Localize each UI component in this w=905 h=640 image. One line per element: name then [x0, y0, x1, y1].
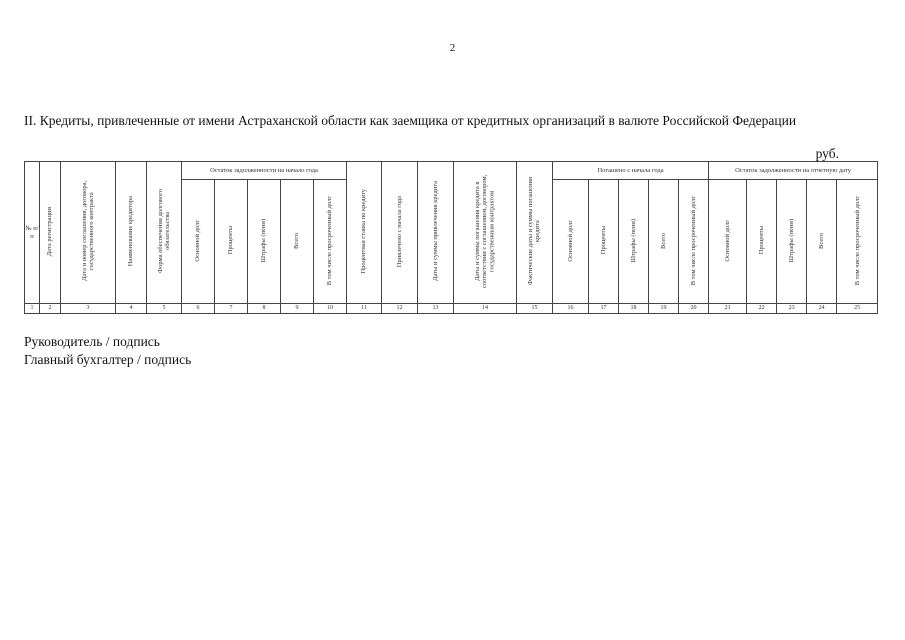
column-number: 20: [679, 304, 709, 314]
header-cell: Привлечено с начала года: [382, 162, 418, 304]
subheader-cell: Проценты: [215, 180, 248, 304]
subheader-cell: Проценты: [589, 180, 619, 304]
page-number: 2: [449, 42, 456, 54]
header-cell: Даты и суммы погашения кредита в соответствии с соглашением, договором, государственным контрактом: [454, 162, 517, 304]
column-number: 9: [281, 304, 314, 314]
header-cell: Даты и суммы привлечения кредита: [418, 162, 454, 304]
header-cell: Дата и номер соглашения, договора, государственного контракта: [61, 162, 116, 304]
header-cell: Дата регистрации: [40, 162, 61, 304]
column-number: 18: [619, 304, 649, 314]
column-number: 13: [418, 304, 454, 314]
column-number: 1: [25, 304, 40, 314]
subheader-cell: Всего: [807, 180, 837, 304]
header-cell: Форма обеспечения долгового обязательства: [147, 162, 182, 304]
column-number: 8: [248, 304, 281, 314]
column-number: 19: [649, 304, 679, 314]
column-number-row: [25, 304, 878, 314]
column-number: 4: [116, 304, 147, 314]
column-number: 12: [382, 304, 418, 314]
subheader-cell: Основной долг: [182, 180, 215, 304]
subheader-cell: Проценты: [747, 180, 777, 304]
accountant-signature-line: Главный бухгалтер / подпись: [24, 352, 192, 367]
subheader-cell: Штрафы (пени): [777, 180, 807, 304]
head-signature-line: Руководитель / подпись: [24, 334, 160, 349]
column-number: 5: [147, 304, 182, 314]
column-number: 25: [837, 304, 878, 314]
column-number: 6: [182, 304, 215, 314]
column-number: 23: [777, 304, 807, 314]
header-cell: Процентная ставка по кредиту: [347, 162, 382, 304]
header-cell: Наименование кредитора: [116, 162, 147, 304]
header-cell: Фактические даты и суммы погашения кредита: [517, 162, 553, 304]
subheader-cell: В том числе просроченный долг: [837, 180, 878, 304]
section-heading: II. Кредиты, привлеченные от имени Астраханской области как заемщика от кредитных организаций в валюте Российской Федерации: [24, 113, 797, 128]
column-number: 2: [40, 304, 61, 314]
subheader-cell: Всего: [649, 180, 679, 304]
subheader-cell: Основной долг: [709, 180, 747, 304]
column-number: 15: [517, 304, 553, 314]
credits-table: [24, 161, 878, 314]
group-header-opening-balance: Остаток задолженности на начало года: [182, 162, 347, 180]
column-number: 21: [709, 304, 747, 314]
subheader-cell: В том числе просроченный долг: [314, 180, 347, 304]
group-header-closing-balance: Остаток задолженности на отчетную дату: [709, 162, 878, 180]
group-header-repaid: Погашено с начала года: [553, 162, 709, 180]
subheader-cell: Основной долг: [553, 180, 589, 304]
column-number: 10: [314, 304, 347, 314]
header-cell: № п/п: [25, 162, 40, 304]
subheader-cell: В том числе просроченный долг: [679, 180, 709, 304]
currency-unit: руб.: [815, 146, 839, 161]
column-number: 14: [454, 304, 517, 314]
column-number: 7: [215, 304, 248, 314]
column-number: 11: [347, 304, 382, 314]
column-number: 3: [61, 304, 116, 314]
column-number: 22: [747, 304, 777, 314]
subheader-cell: Всего: [281, 180, 314, 304]
subheader-cell: Штрафы (пени): [619, 180, 649, 304]
column-number: 24: [807, 304, 837, 314]
column-number: 16: [553, 304, 589, 314]
column-number: 17: [589, 304, 619, 314]
subheader-cell: Штрафы (пени): [248, 180, 281, 304]
